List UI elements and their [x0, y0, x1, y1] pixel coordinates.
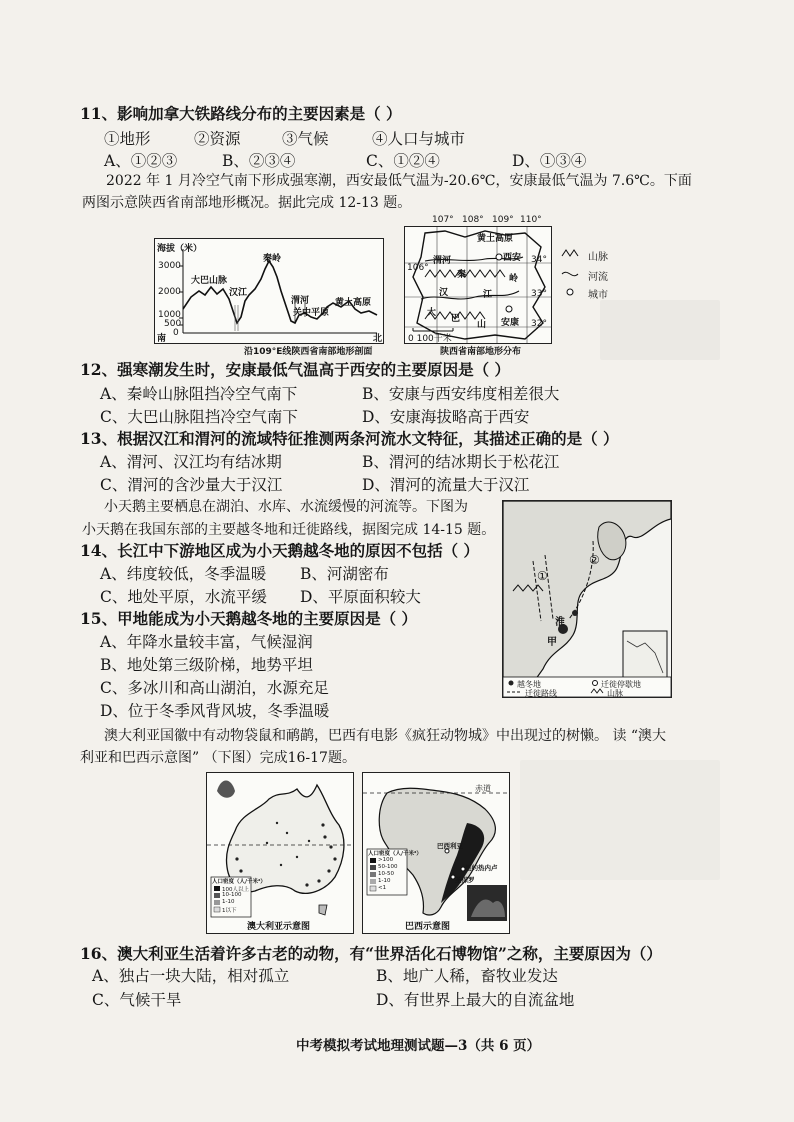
brazil-city: 圣保罗 [455, 876, 475, 884]
swan-route-1: ① [537, 569, 548, 583]
australia-caption: 澳大利亚示意图 [247, 922, 311, 932]
map-label-weihe: 渭河 [433, 256, 452, 266]
brazil-legend-item: >100 [378, 857, 394, 863]
brazil-legend-item: 1-10 [378, 878, 391, 884]
q14-stem: 14、长江中下游地区成为小天鹅越冬地的原因不包括（ ） [80, 541, 479, 560]
map-label-jiang: 江 [483, 290, 493, 300]
legend-river: 河流 [588, 272, 608, 283]
q13-option-d[interactable]: D、渭河的流量大于汉江 [362, 476, 530, 494]
intro-16-17-line1: 澳大利亚国徽中有动物袋鼠和鸸鹋，巴西有电影《疯狂动物城》中出现过的树懒。 读 “澳大 [104, 728, 667, 744]
map-label-loess: 黄土高原 [477, 234, 514, 244]
swan-legend-mountain: 山脉 [607, 689, 623, 698]
q11-factor: ④人口与城市 [372, 130, 466, 148]
intro-14-15-line2: 小天鹅在我国东部的主要越冬地和迁徙路线，据图完成 14-15 题。 [82, 522, 496, 538]
map-lon-tick: 109° [492, 215, 514, 225]
profile-north: 北 [373, 334, 383, 344]
brazil-map-figure [362, 772, 510, 934]
map-lat-tick: 32° [531, 319, 547, 329]
q14-option-a[interactable]: A、纬度较低，冬季温暖 [100, 565, 267, 583]
profile-label-guanzhong: 关中平原 [293, 308, 330, 318]
intro-12-13-line1: 2022 年 1 月冷空气南下形成强寒潮，西安最低气温为-20.6℃，安康最低气温为 7.6℃。下面 [106, 173, 692, 189]
bleed-through-mark [520, 760, 720, 880]
q11-option-a[interactable]: A、①②③ [104, 152, 178, 170]
aus-legend-item: 1-10 [222, 899, 235, 905]
brazil-legend-title: 人口密度（人/千米²） [368, 851, 422, 857]
profile-ytick: 1000 [158, 310, 181, 320]
q12-stem: 12、强寒潮发生时，安康最低气温高于西安的主要原因是（ ） [80, 360, 510, 379]
brazil-equator: 赤道 [475, 784, 491, 793]
profile-label-hanjiang: 汉江 [229, 288, 248, 298]
terrain-profile-figure [154, 238, 384, 344]
brazil-city: 里约热内卢 [465, 864, 498, 872]
q16-option-c[interactable]: C、气候干旱 [92, 991, 182, 1009]
q16-stem: 16、澳大利亚生活着许多古老的动物，有“世界活化石博物馆”之称，主要原因为（） [80, 944, 662, 963]
swan-label-jia: 甲 [547, 637, 557, 648]
map-label-ankang: 安康 [501, 318, 520, 328]
map-label-ba: 巴 [451, 314, 461, 324]
brazil-city: 巴西利亚 [437, 842, 463, 850]
q11-factor: ①地形 [104, 130, 151, 148]
q14-option-c[interactable]: C、地处平原，水流平缓 [100, 588, 267, 606]
profile-label-qinling: 秦岭 [263, 254, 282, 264]
map-label-han: 汉 [439, 288, 449, 298]
map-scale: 0 100千米 [408, 334, 452, 344]
q11-factor: ②资源 [194, 130, 241, 148]
q15-option-a[interactable]: A、年降水量较丰富，气候湿润 [100, 633, 313, 651]
map-lat-tick: 34° [531, 255, 547, 265]
q11-option-c[interactable]: C、①②④ [366, 152, 440, 170]
q14-option-b[interactable]: B、河湖密布 [300, 565, 389, 583]
map-lon-tick: 108° [462, 215, 484, 225]
q15-option-b[interactable]: B、地处第三级阶梯，地势平坦 [100, 656, 313, 674]
swan-migration-map [502, 500, 672, 698]
q15-option-c[interactable]: C、多冰川和高山湖泊，水源充足 [100, 679, 329, 697]
q16-option-d[interactable]: D、有世界上最大的自流盆地 [376, 991, 575, 1009]
swan-legend-winter: 越冬地 [517, 680, 541, 689]
page-footer: 中考模拟考试地理测试题—3（共 6 页） [296, 1038, 541, 1054]
q16-option-b[interactable]: B、地广人稀，畜牧业发达 [376, 967, 558, 985]
intro-16-17-line2: 利亚和巴西示意图” （下图）完成16-17题。 [80, 750, 356, 766]
profile-label-loess: 黄土高原 [335, 298, 372, 308]
legend-city: 城市 [588, 290, 608, 301]
shaanxi-map-caption: 陕西省南部地形分布 [440, 347, 522, 357]
q16-option-a[interactable]: A、独占一块大陆，相对孤立 [92, 967, 290, 985]
q13-stem: 13、根据汉江和渭河的流域特征推测两条河流水文特征，其描述正确的是（ ） [80, 429, 619, 448]
map-lon-left: 106° [407, 263, 429, 273]
profile-ytick: 500 [164, 319, 182, 329]
swan-legend-stopover: 迁徙停歇地 [601, 680, 641, 689]
brazil-legend-item: 50-100 [378, 864, 398, 870]
intro-12-13-line2: 两图示意陕西省南部地形概况。据此完成 12-13 题。 [82, 195, 412, 211]
map-label-qin: 秦 [457, 270, 467, 280]
profile-ytick: 2000 [158, 287, 181, 297]
map-label-shan: 山 [477, 320, 487, 330]
legend-mountain: 山脉 [588, 252, 608, 263]
q13-option-b[interactable]: B、渭河的结冰期长于松花江 [362, 453, 560, 471]
profile-ytick: 3000 [158, 261, 181, 271]
aus-legend-title: 人口密度（人/千米²） [212, 879, 266, 885]
map-lat-tick: 33° [531, 289, 547, 299]
brazil-caption: 巴西示意图 [405, 922, 451, 932]
q11-stem: 11、影响加拿大铁路线分布的主要因素是（ ） [80, 104, 402, 123]
q14-option-d[interactable]: D、平原面积较大 [300, 588, 421, 606]
q11-option-d[interactable]: D、①③④ [512, 152, 587, 170]
aus-legend-item: 10-100 [222, 892, 242, 898]
profile-caption: 沿109°E线陕西省南部地形剖面 [244, 347, 373, 357]
profile-ytick: 0 [173, 328, 179, 338]
map-label-da: 大 [427, 308, 437, 318]
australia-map-figure [206, 772, 354, 934]
intro-14-15-line1: 小天鹅主要栖息在湖泊、水库、水流缓慢的河流等。下图为 [104, 499, 468, 515]
swan-map-svg [503, 501, 671, 697]
q12-option-c[interactable]: C、大巴山脉阻挡冷空气南下 [100, 408, 298, 426]
swan-legend-route: 迁徙路线 [525, 689, 557, 698]
profile-south: 南 [157, 334, 167, 344]
map-label-xian: 西安 [503, 253, 522, 263]
map-lon-tick: 110° [520, 215, 542, 225]
aus-legend-item: 1以下 [222, 908, 237, 914]
q11-option-b[interactable]: B、②③④ [222, 152, 296, 170]
bleed-through-mark [600, 300, 720, 360]
q12-option-d[interactable]: D、安康海拔略高于西安 [362, 408, 530, 426]
q13-option-a[interactable]: A、渭河、汉江均有结冰期 [100, 453, 282, 471]
map-label-ling: 岭 [509, 274, 519, 284]
profile-label-weihe: 渭河 [291, 296, 310, 306]
q12-option-b[interactable]: B、安康与西安纬度相差很大 [362, 385, 560, 403]
swan-label-huai: 淮 [555, 617, 565, 628]
map-lon-tick: 107° [432, 215, 454, 225]
q13-option-c[interactable]: C、渭河的含沙量大于汉江 [100, 476, 283, 494]
map-legend-symbols [560, 246, 590, 302]
shaanxi-map-figure [404, 226, 552, 344]
brazil-legend-item: 10-50 [378, 871, 394, 877]
swan-route-2: ② [589, 553, 600, 567]
q12-option-a[interactable]: A、秦岭山脉阻挡冷空气南下 [100, 385, 298, 403]
profile-ylabel: 海拔（米） [157, 244, 203, 254]
q15-stem: 15、甲地能成为小天鹅越冬地的主要原因是（ ） [80, 609, 417, 628]
brazil-legend-item: <1 [378, 885, 387, 891]
q15-option-d[interactable]: D、位于冬季风背风坡，冬季温暖 [100, 702, 330, 720]
aus-legend-item: 100人以上 [222, 887, 249, 893]
profile-label-daba: 大巴山脉 [191, 276, 228, 286]
q11-factor: ③气候 [282, 130, 329, 148]
